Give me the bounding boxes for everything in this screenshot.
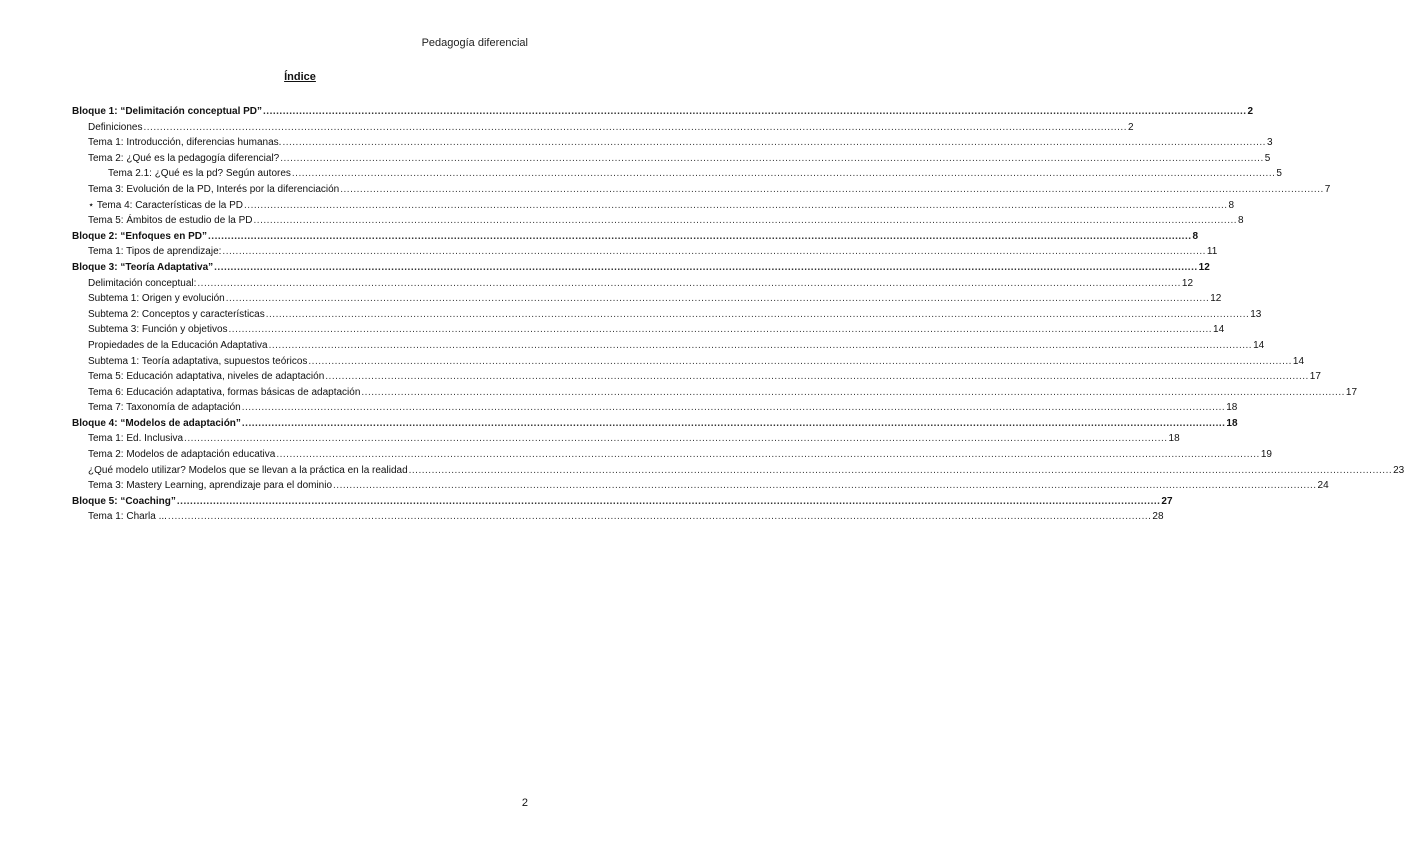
toc-leader-dots: ............................................................................................................................................................................................................................................................................................................ [222, 246, 1206, 258]
toc-page-number: 5 [1264, 152, 1271, 164]
toc-leader-dots: ............................................................................................................................................................................................................................................................................................................ [143, 121, 1127, 133]
toc-page-number: 14 [1213, 324, 1225, 336]
toc-entry[interactable] [72, 276, 1194, 292]
toc-entry-text: Delimitación conceptual: [88, 277, 197, 289]
toc-entry-text: Tema 7: Taxonomía de adaptación [88, 402, 241, 414]
toc-page-number: 18 [1226, 402, 1238, 414]
toc-leader-dots: ............................................................................................................................................................................................................................................................................................................ [340, 183, 1324, 195]
toc-page-number: 7 [1324, 183, 1331, 195]
toc-page-number: 17 [1309, 371, 1321, 383]
toc-page-number: 19 [1260, 449, 1272, 461]
toc-leader-dots: ............................................................................................................................................................................................................................................................................................................ [208, 230, 1192, 242]
toc-entry-text: Subtema 1: Origen y evolución [88, 293, 225, 305]
toc-leader-dots: ............................................................................................................................................................................................................................................................................................................ [282, 137, 1266, 149]
toc-page-number: 24 [1317, 480, 1329, 492]
toc-entry-text: Tema 3: Evolución de la PD, Interés por la diferenciación [88, 183, 340, 195]
toc-entry-text: Bloque 5: “Coaching” [72, 495, 176, 507]
toc-leader-dots: ............................................................................................................................................................................................................................................................................................................ [333, 480, 1317, 492]
toc-leader-dots: ............................................................................................................................................................................................................................................................................................................ [276, 449, 1260, 461]
toc-entry[interactable] [72, 385, 1358, 401]
toc-leader-dots: ............................................................................................................................................................................................................................................................................................................ [167, 511, 1152, 523]
toc-leader-dots: ............................................................................................................................................................................................................................................................................................................ [263, 106, 1247, 117]
toc-page-number: 14 [1292, 355, 1305, 367]
toc-leader-dots: ............................................................................................................................................................................................................................................................................................................ [225, 293, 1210, 305]
toc-page-number: 13 [1250, 308, 1262, 320]
toc-page-number: 12 [1198, 261, 1210, 273]
toc-entry[interactable] [72, 198, 1235, 214]
toc-entry[interactable] [72, 463, 1404, 479]
toc-entry[interactable] [72, 509, 1164, 525]
toc-page-number: 28 [1152, 511, 1164, 523]
toc-leader-dots: ............................................................................................................................................................................................................................................................................................................ [241, 402, 1226, 414]
toc-entry[interactable] [72, 354, 1305, 370]
toc-bloque-entry[interactable] [72, 260, 1210, 276]
toc-page-number: 18 [1226, 417, 1238, 429]
toc-page-number: 27 [1161, 495, 1173, 507]
toc-page-number: 5 [1276, 168, 1282, 180]
toc-entry-text: Subtema 3: Función y objetivos [88, 324, 228, 336]
toc-bloque-entry[interactable] [72, 416, 1238, 432]
toc-leader-dots: ............................................................................................................................................................................................................................................................................................................ [244, 199, 1228, 211]
toc-entry-text: Bloque 2: “Enfoques en PD” [72, 230, 208, 242]
toc-entry[interactable] [72, 369, 1321, 385]
toc-leader-dots: ............................................................................................................................................................................................................................................................................................................ [308, 355, 1292, 367]
toc-entry[interactable] [72, 244, 1218, 260]
toc-bloque-entry[interactable] [72, 494, 1173, 510]
toc-leader-dots: ............................................................................................................................................................................................................................................................................................................ [291, 168, 1276, 180]
toc-entry-text: Bloque 1: “Delimitación conceptual PD” [72, 106, 263, 117]
toc-entry-text: Bloque 3: “Teoría Adaptativa” [72, 261, 214, 273]
toc-bloque-entry[interactable] [72, 104, 1254, 120]
toc-entry-text: ⋆ Tema 4: Características de la PD [88, 199, 244, 211]
running-header: Pedagogía diferencial [421, 37, 528, 49]
toc-entry[interactable] [72, 120, 1134, 136]
toc-leader-dots: ............................................................................................................................................................................................................................................................................................................ [214, 261, 1198, 273]
toc-entry-text: Tema 2: ¿Qué es la pedagogía diferencial? [88, 152, 280, 164]
toc-entry-text: Propiedades de la Educación Adaptativa [88, 339, 268, 351]
toc-entry-text: Tema 1: Charla ... [88, 511, 167, 523]
toc-leader-dots: ............................................................................................................................................................................................................................................................................................................ [253, 215, 1238, 227]
toc-entry[interactable] [72, 166, 1282, 182]
toc-leader-dots: ............................................................................................................................................................................................................................................................................................................ [241, 417, 1226, 429]
toc-entry[interactable] [72, 431, 1180, 447]
toc-entry-text: Tema 5: Educación adaptativa, niveles de adaptación [88, 371, 325, 383]
toc-leader-dots: ............................................................................................................................................................................................................................................................................................................ [408, 464, 1393, 476]
toc-entry[interactable] [72, 307, 1262, 323]
table-of-contents [72, 104, 1404, 525]
toc-page-number: 2 [1127, 121, 1134, 133]
toc-entry-text: Subtema 2: Conceptos y características [88, 308, 265, 320]
toc-entry[interactable] [72, 182, 1331, 198]
toc-page-number: 18 [1168, 433, 1180, 445]
toc-page-number: 11 [1206, 246, 1218, 258]
toc-entry[interactable] [72, 338, 1265, 354]
toc-page-number: 2 [1247, 106, 1254, 117]
toc-leader-dots: ............................................................................................................................................................................................................................................................................................................ [176, 495, 1161, 507]
toc-entry-text: Tema 5: Ámbitos de estudio de la PD [88, 215, 253, 227]
toc-page-number: 8 [1192, 230, 1199, 242]
toc-leader-dots: ............................................................................................................................................................................................................................................................................................................ [228, 324, 1213, 336]
toc-title: Índice [284, 71, 316, 83]
toc-bloque-entry[interactable] [72, 229, 1199, 245]
toc-entry[interactable] [72, 400, 1238, 416]
toc-page-number: 8 [1238, 215, 1244, 227]
toc-entry-text: Tema 6: Educación adaptativa, formas básicas de adaptación [88, 386, 361, 398]
toc-page-number: 12 [1181, 277, 1194, 289]
toc-page-number: 3 [1266, 137, 1273, 149]
toc-leader-dots: ............................................................................................................................................................................................................................................................................................................ [325, 371, 1309, 383]
toc-entry[interactable] [72, 213, 1244, 229]
toc-leader-dots: ............................................................................................................................................................................................................................................................................................................ [184, 433, 1168, 445]
toc-entry[interactable] [72, 291, 1222, 307]
toc-page-number: 12 [1210, 293, 1222, 305]
toc-entry-text: ¿Qué modelo utilizar? Modelos que se llevan a la práctica en la realidad [88, 464, 408, 476]
toc-entry[interactable] [72, 478, 1329, 494]
toc-entry[interactable] [72, 151, 1271, 167]
toc-page-number: 8 [1228, 199, 1235, 211]
toc-leader-dots: ............................................................................................................................................................................................................................................................................................................ [268, 339, 1253, 351]
toc-entry-text: Tema 2.1: ¿Qué es la pd? Según autores [108, 168, 291, 180]
toc-page-number: 17 [1345, 386, 1358, 398]
toc-entry-text: Tema 1: Introducción, diferencias humanas. [88, 137, 282, 149]
toc-entry-text: Definiciones [88, 121, 143, 133]
toc-entry[interactable] [72, 322, 1225, 338]
toc-leader-dots: ............................................................................................................................................................................................................................................................................................................ [197, 277, 1181, 289]
toc-entry[interactable] [72, 135, 1273, 151]
toc-page-number: 14 [1253, 339, 1265, 351]
toc-entry-text: Subtema 1: Teoría adaptativa, supuestos teóricos [88, 355, 308, 367]
toc-leader-dots: ............................................................................................................................................................................................................................................................................................................ [265, 308, 1250, 320]
toc-page-number: 23 [1393, 464, 1404, 476]
footer-page-number: 2 [521, 797, 528, 809]
toc-entry-text: Tema 1: Tipos de aprendizaje: [88, 246, 222, 258]
toc-entry-text: Tema 1: Ed. Inclusiva [88, 433, 184, 445]
toc-entry[interactable] [72, 447, 1272, 463]
toc-entry-text: Tema 2: Modelos de adaptación educativa [88, 449, 276, 461]
toc-entry-text: Tema 3: Mastery Learning, aprendizaje para el dominio [88, 480, 333, 492]
toc-leader-dots: ............................................................................................................................................................................................................................................................................................................ [280, 152, 1264, 164]
toc-leader-dots: ............................................................................................................................................................................................................................................................................................................ [361, 386, 1345, 398]
toc-entry-text: Bloque 4: “Modelos de adaptación” [72, 417, 241, 429]
